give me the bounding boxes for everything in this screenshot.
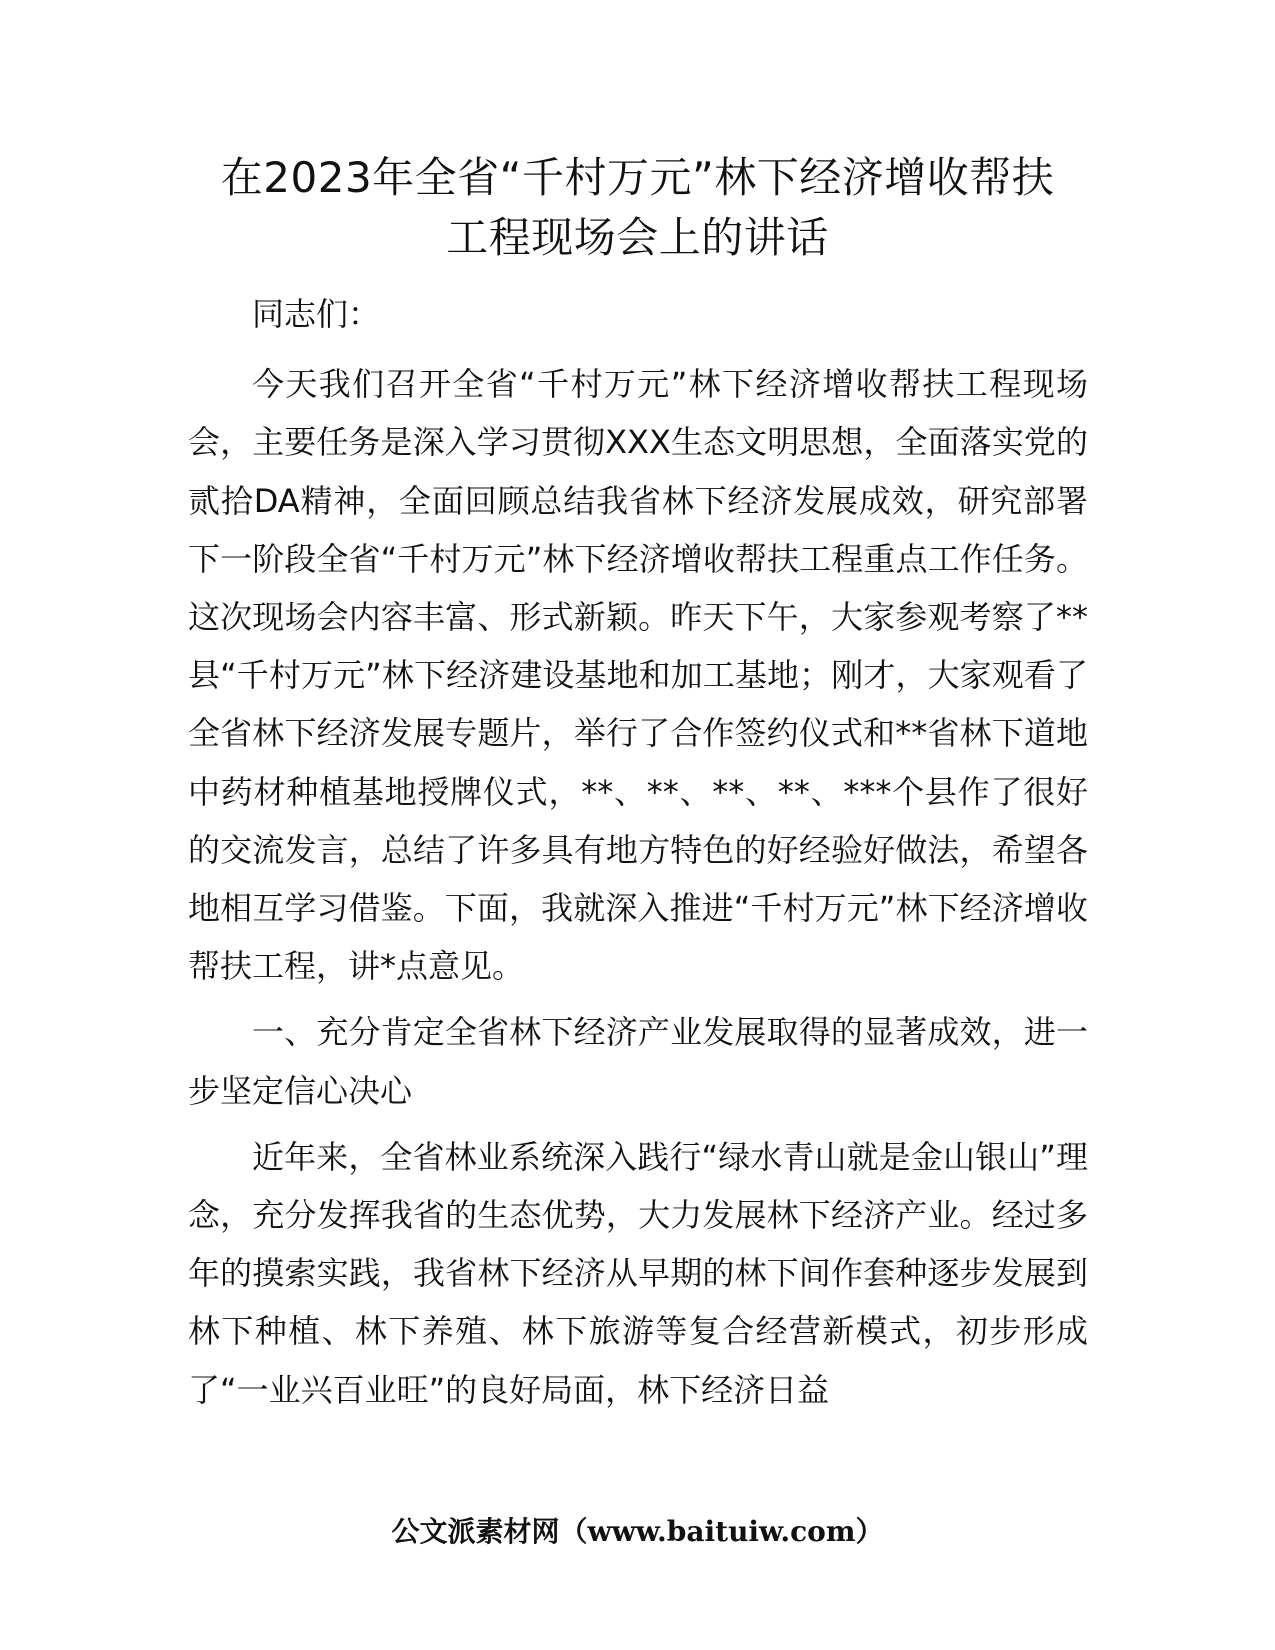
paragraph-opening: 今天我们召开全省“千村万元”林下经济增收帮扶工程现场会，主要任务是深入学习贯彻XXX生态文明思想，全面落实党的贰拾DA精神，全面回顾总结我省林下经济发展成效，研究部署下一阶段全省“千村万元”林下经济增收帮扶工程重点工作任务。这次现场会内容丰富、形式新颖。昨天下午，大家参观考察了**县“千村万元”林下经济建设基地和加工基地；刚才，大家观看了全省林下经济发展专题片，举行了合作签约仪式和**省林下道地中药材种植基地授牌仪式，**、**、**、**、***个县作了很好的交流发言，总结了许多具有地方特色的好经验好做法，希望各地相互学习借鉴。下面，我就深入推进“千村万元”林下经济增收帮扶工程，讲*点意见。: [188, 365, 1088, 986]
footer-watermark: 公文派素材网（www.baituiw.com）: [391, 1515, 884, 1548]
document-body: [188, 285, 1088, 1419]
section-heading-1: 一、充分肯定全省林下经济产业发展取得的显著成效，进一步坚定信心决心: [188, 1013, 1088, 1110]
title-line-1: 在2023年全省“千村万元”林下经济增收帮扶: [220, 153, 1055, 202]
title-line-2: 工程现场会上的讲话: [446, 213, 829, 262]
paragraph-section-1: 近年来，全省林业系统深入践行“绿水青山就是金山银山”理念，充分发挥我省的生态优势，大力发展林下经济产业。经过多年的摸索实践，我省林下经济从早期的林下间作套种逐步发展到林下种植、林下养殖、林下旅游等复合经营新模式，初步形成了“一业兴百业旺”的良好局面，林下经济日益: [188, 1137, 1088, 1409]
salutation: 同志们：: [252, 295, 381, 333]
document-title: [160, 148, 1115, 268]
